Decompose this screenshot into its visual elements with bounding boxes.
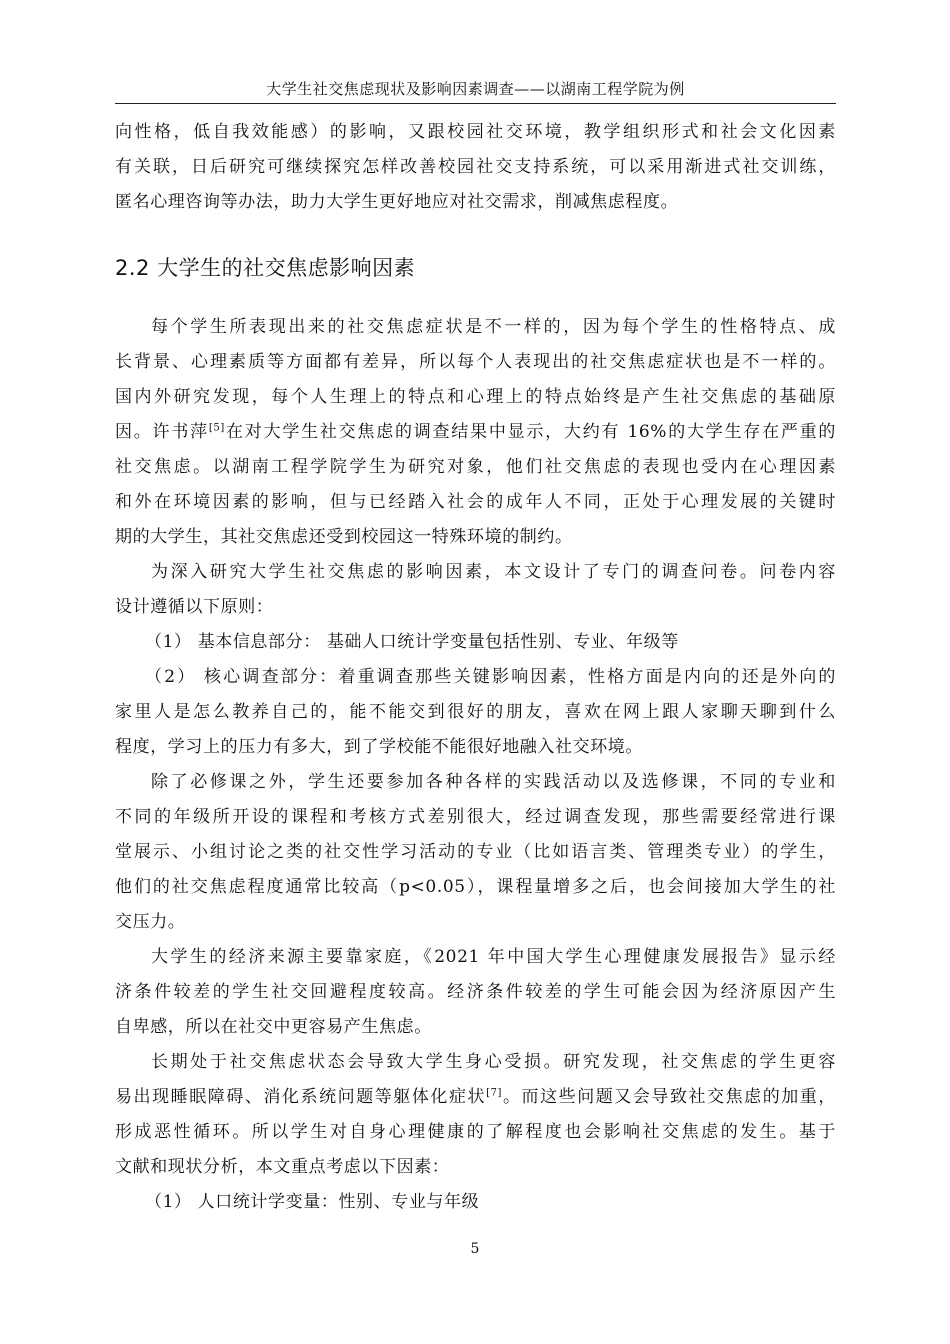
list-item-principle-2	[115, 660, 836, 765]
text-line: 有关联，日后研究可继续探究怎样改善校园社交支持系统，可以采用渐进式社交训练，	[115, 157, 836, 177]
paragraph-5	[115, 1045, 836, 1185]
text-line: 程度，学习上的压力有多大，到了学校能不能很好地融入社交环境。	[115, 737, 643, 757]
text-line: 为深入研究大学生社交焦虑的影响因素，本文设计了专门的调查问卷。问卷内容	[151, 562, 836, 582]
text-line: 国内外研究发现，每个人生理上的特点和心理上的特点始终是产生社交焦虑的基础原	[115, 387, 836, 407]
text-segment: 在对大学生社交焦虑的调查结果中显示，大约有 16%的大学生存在严重的	[224, 422, 836, 442]
section-heading: 2.2 大学生的社交焦虑影响因素	[115, 256, 416, 280]
paragraph-2	[115, 555, 836, 625]
text-line: 交压力。	[115, 912, 186, 932]
list-item-principle-1: （1） 基本信息部分： 基础人口统计学变量包括性别、专业、年级等	[145, 632, 679, 652]
text-segment: 易出现睡眠障碍、消化系统问题等躯体化症状	[115, 1087, 487, 1107]
text-line: 除了必修课之外，学生还要参加各种各样的实践活动以及选修课，不同的专业和	[151, 772, 836, 792]
running-header: 大学生社交焦虑现状及影响因素调查——以湖南工程学院为例	[266, 80, 685, 98]
text-line: （2） 核心调查部分：着重调查那些关键影响因素，性格方面是内向的还是外向的	[145, 667, 836, 687]
text-line: 长期处于社交焦虑状态会导致大学生身心受损。研究发现，社交焦虑的学生更容	[151, 1052, 836, 1072]
list-item-factor-1: （1） 人口统计学变量：性别、专业与年级	[145, 1192, 480, 1212]
text-line: 自卑感，所以在社交中更容易产生焦虑。	[115, 1017, 432, 1037]
text-line: 期的大学生，其社交焦虑还受到校园这一特殊环境的制约。	[115, 527, 573, 547]
paragraph-3	[115, 765, 836, 940]
text-line: 匿名心理咨询等办法，助力大学生更好地应对社交需求，削减焦虑程度。	[115, 192, 679, 212]
text-line: 社交焦虑。以湖南工程学院学生为研究对象，他们社交焦虑的表现也受内在心理因素	[115, 457, 836, 477]
paragraph-4	[115, 940, 836, 1045]
text-line: 形成恶性循环。所以学生对自身心理健康的了解程度也会影响社交焦虑的发生。基于	[115, 1122, 836, 1142]
text-line: 堂展示、小组讨论之类的社交性学习活动的专业（比如语言类、管理类专业）的学生，	[115, 842, 836, 862]
text-line: 家里人是怎么教养自己的，能不能交到很好的朋友，喜欢在网上跟人家聊天聊到什么	[115, 702, 836, 722]
text-line: 不同的年级所开设的课程和考核方式差别很大，经过调查发现，那些需要经常进行课	[115, 807, 836, 827]
text-line: 大学生的经济来源主要靠家庭，《2021 年中国大学生心理健康发展报告》显示经	[151, 947, 836, 967]
intro-paragraph	[115, 115, 836, 220]
citation-7: [7]	[486, 1087, 503, 1099]
text-line: 和外在环境因素的影响，但与已经踏入社会的成年人不同，正处于心理发展的关键时	[115, 492, 836, 512]
text-segment: 。而这些问题又会导致社交焦虑的加重，	[502, 1087, 836, 1107]
text-line	[115, 1080, 836, 1115]
text-line: 向性格，低自我效能感）的影响，又跟校园社交环境，教学组织形式和社会文化因素	[115, 122, 836, 142]
text-line	[115, 415, 836, 450]
page-number: 5	[470, 1241, 480, 1257]
text-line: 他们的社交焦虑程度通常比较高（p<0.05），课程量增多之后，也会间接加大学生的社	[115, 877, 836, 897]
text-segment: 因。许书萍	[115, 422, 209, 442]
text-line: 长背景、心理素质等方面都有差异，所以每个人表现出的社交焦虑症状也是不一样的。	[115, 352, 836, 372]
paragraph-1	[115, 310, 836, 555]
text-line: 济条件较差的学生社交回避程度较高。经济条件较差的学生可能会因为经济原因产生	[115, 982, 836, 1002]
text-line: 设计遵循以下原则：	[115, 597, 274, 617]
header-rule	[115, 103, 836, 104]
page-body	[115, 115, 836, 1220]
text-line: 每个学生所表现出来的社交焦虑症状是不一样的，因为每个学生的性格特点、成	[151, 317, 836, 337]
text-line: 文献和现状分析，本文重点考虑以下因素：	[115, 1157, 450, 1177]
citation-5: [5]	[208, 422, 225, 434]
